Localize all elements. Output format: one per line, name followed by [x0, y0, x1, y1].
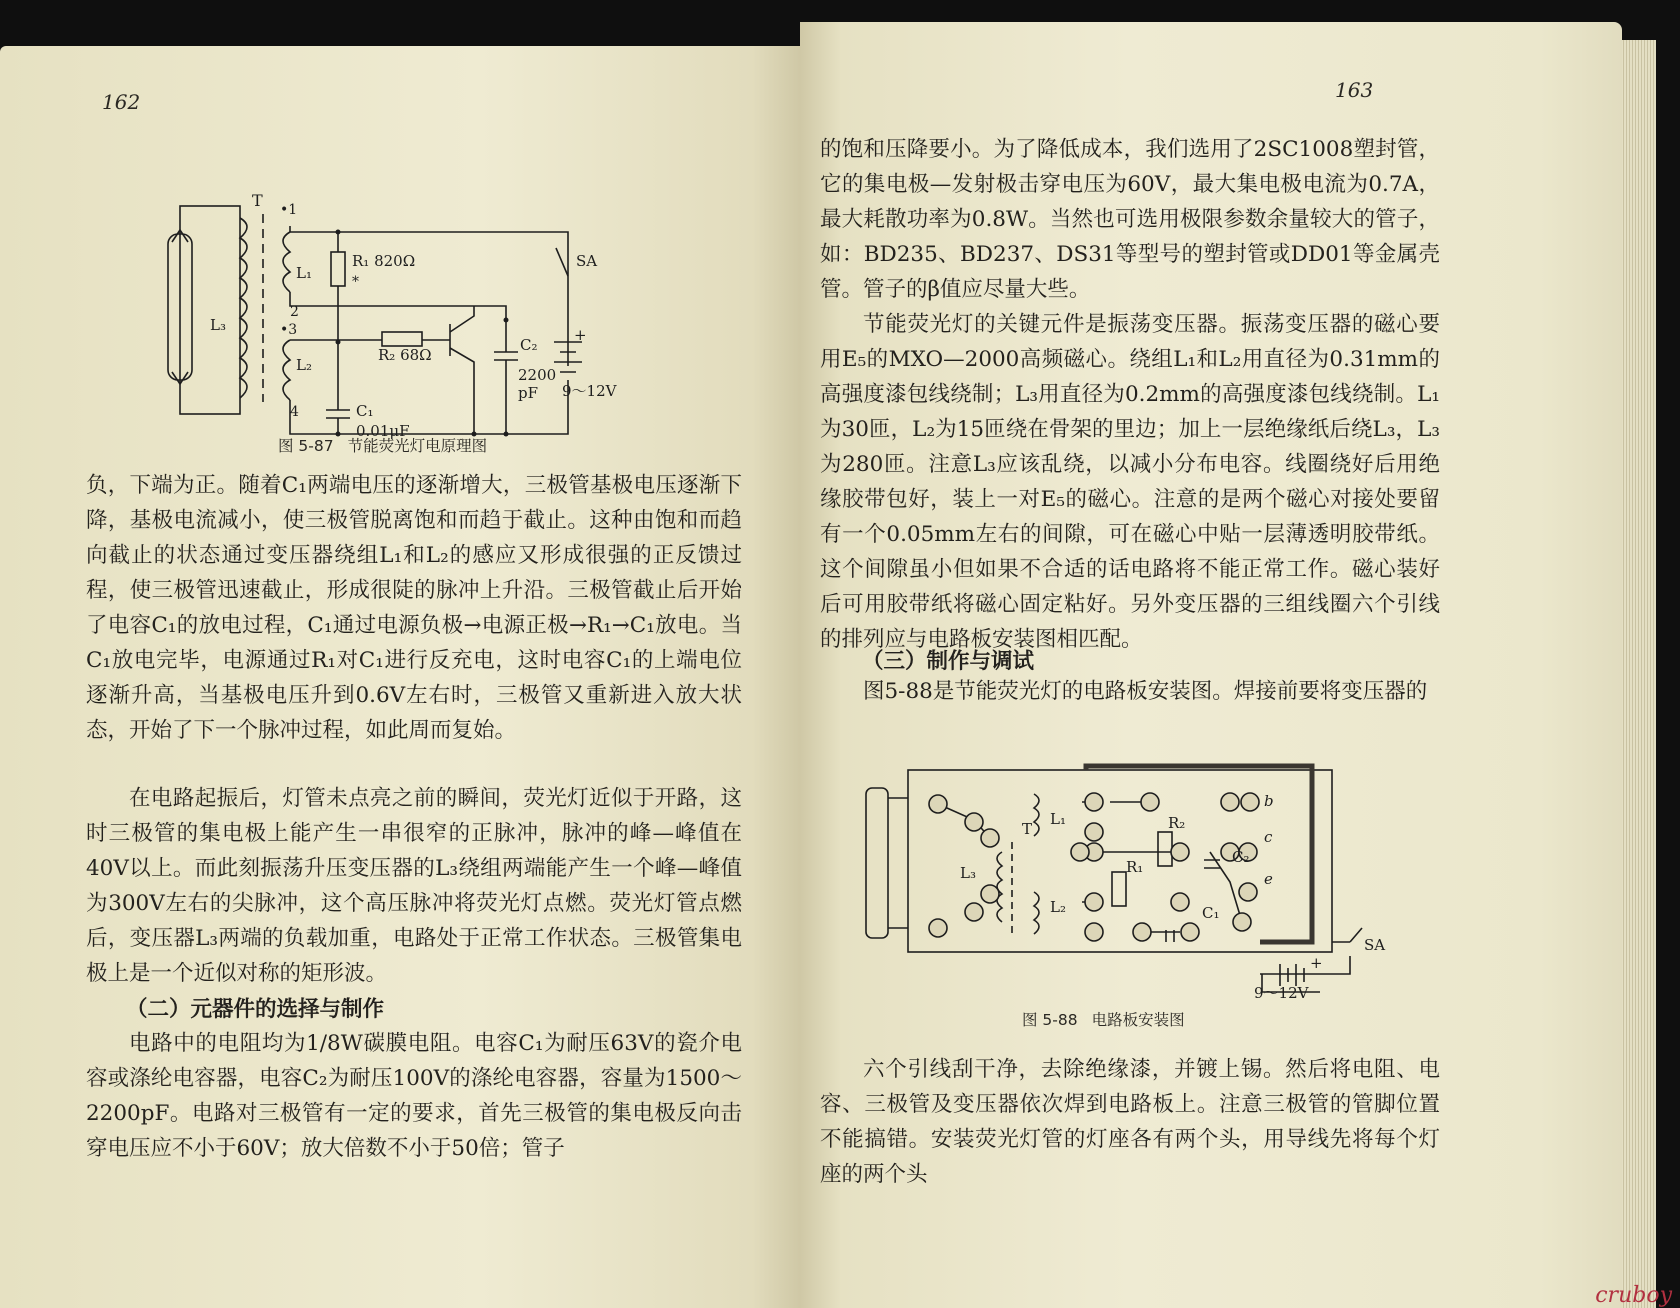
label-b: b — [1264, 792, 1274, 810]
label-pin4: 4 — [290, 404, 299, 420]
label-C1: C₁ — [1202, 904, 1220, 922]
left-page — [0, 46, 800, 1308]
label-SA: SA — [576, 252, 598, 270]
right-page — [800, 22, 1622, 1308]
label-L2: L₂ — [296, 356, 312, 374]
figure-caption — [278, 434, 501, 456]
figure-caption — [1022, 1008, 1199, 1030]
label-L3: L₃ — [960, 864, 976, 882]
label-SA: SA — [1364, 936, 1386, 954]
paragraph: 电路中的电阻均为1/8W碳膜电阻。电容C₁为耐压63V的瓷介电容或涤纶电容器，电容C₂为耐压100V的涤纶电容器，容量为1500～2200pF。电路对三极管有一定的要求，首先三极管的集电极反向击穿电压应不小于60V；放大倍数不小于50倍；管子 — [86, 1031, 742, 1161]
paragraph: 的饱和压降要小。为了降低成本，我们选用了2SC1008塑封管，它的集电极—发射极击穿电压为60V，最大集电极电流为0.7A，最大耗散功率为0.8W。当然也可选用极限参数余量较大的管子，如：BD235、BD237、DS31等型号的塑封管或DD01等金属壳管。管子的β值应尽量大些。 — [820, 137, 1440, 302]
label-C1-value: 0.01μF — [356, 422, 410, 440]
label-L1: L₁ — [296, 264, 312, 282]
figure-number: 图 5-88 — [1022, 1011, 1078, 1029]
figure-title: 电路板安装图 — [1091, 1011, 1185, 1029]
label-voltage: 9～12V — [562, 382, 617, 400]
label-L2: L₂ — [1050, 898, 1066, 916]
label-R2: R₂ 68Ω — [378, 346, 432, 364]
figure-5-88-board-layout — [850, 742, 1390, 1002]
section-heading: （二）元器件的选择与制作 — [126, 997, 385, 1022]
label-T: T — [252, 191, 263, 210]
label-pin2: 2 — [290, 304, 299, 320]
label-e: e — [1264, 870, 1273, 888]
paragraph: 六个引线刮干净，去除绝缘漆，并镀上锡。然后将电阻、电容、三极管及变压器依次焊到电路板上。注意三极管的管脚位置不能搞错。安装荧光灯管的灯座各有两个头，用导线先将每个灯座的两个头 — [820, 1057, 1440, 1187]
label-C2-value: 2200 — [518, 366, 557, 384]
label-R1-star: * — [352, 274, 359, 290]
label-plus: + — [574, 326, 587, 344]
label-pin3: •3 — [280, 322, 298, 338]
label-C2: C₂ — [520, 336, 538, 354]
label-voltage: 9～12V — [1254, 984, 1309, 1002]
label-plus: + — [1310, 954, 1323, 972]
label-c: c — [1264, 828, 1273, 846]
label-R1: R₁ 820Ω — [352, 252, 416, 270]
label-R2: R₂ — [1168, 814, 1186, 832]
label-L1: L₁ — [1050, 810, 1066, 828]
figure-title: 节能荧光灯电原理图 — [347, 437, 488, 455]
label-C2-unit: pF — [518, 384, 539, 402]
page-number: 162 — [102, 90, 141, 114]
paragraph: 负，下端为正。随着C₁两端电压的逐渐增大，三极管基极电压逐渐下降，基极电流减小，使三极管脱离饱和而趋于截止。这种由饱和而趋向截止的状态通过变压器绕组L₁和L₂的感应又形成很强的正反馈过程，使三极管迅速截止，形成很陡的脉冲上升沿。三极管截止后开始了电容C₁的放电过程，C₁通过电源负极→电源正极→R₁→C₁放电。当C₁放电完毕，电源通过R₁对C₁进行反充电，这时电容C₁的上端电位逐渐升高，当基极电压升到0.6V左右时，三极管又重新进入放大状态，开始了下一个脉冲过程，如此周而复始。 — [86, 473, 742, 743]
label-pin1: •1 — [280, 202, 298, 218]
section-heading: （三）制作与调试 — [862, 649, 1035, 674]
figure-5-87-schematic — [150, 166, 617, 456]
watermark: cruboy — [1595, 1283, 1672, 1308]
paragraph: 节能荧光灯的关键元件是振荡变压器。振荡变压器的磁心要用E₅的MXO—2000高频磁心。绕组L₁和L₂用直径为0.31mm的高强度漆包线绕制；L₃用直径为0.2mm的高强度漆包线绕制。L₁为30匝，L₂为15匝绕在骨架的里边；加上一层绝缘纸后绕L₃，L₃为280匝。注意L₃应该乱绕，以减小分布电容。线圈绕好后用绝缘胶带包好，装上一对E₅的磁心。注意的是两个磁心对接处要留有一个0.05mm左右的间隙，可在磁心中贴一层薄透明胶带纸。这个间隙虽小但如果不合适的话电路将不能正常工作。磁心装好后可用胶带纸将磁心固定粘好。另外变压器的三组线圈六个引线的排列应与电路板安装图相匹配。 — [820, 312, 1440, 652]
label-C2: C₂ — [1232, 848, 1250, 866]
label-R1: R₁ — [1126, 858, 1144, 876]
label-C1: C₁ — [356, 402, 374, 420]
label-L3: L₃ — [210, 316, 226, 334]
paragraph: 图5-88是节能荧光灯的电路板安装图。焊接前要将变压器的 — [863, 679, 1428, 704]
label-T: T — [1022, 820, 1033, 838]
figure-number: 图 5-87 — [278, 437, 334, 455]
page-number: 163 — [1335, 78, 1374, 102]
paragraph: 在电路起振后，灯管未点亮之前的瞬间，荧光灯近似于开路，这时三极管的集电极上能产生一串很窄的正脉冲，脉冲的峰—峰值在40V以上。而此刻振荡升压变压器的L₃绕组两端能产生一个峰—峰值为300V左右的尖脉冲，这个高压脉冲将荧光灯点燃。荧光灯管点燃后，变压器L₃两端的负载加重，电路处于正常工作状态。三极管集电极上是一个近似对称的矩形波。 — [86, 786, 742, 986]
